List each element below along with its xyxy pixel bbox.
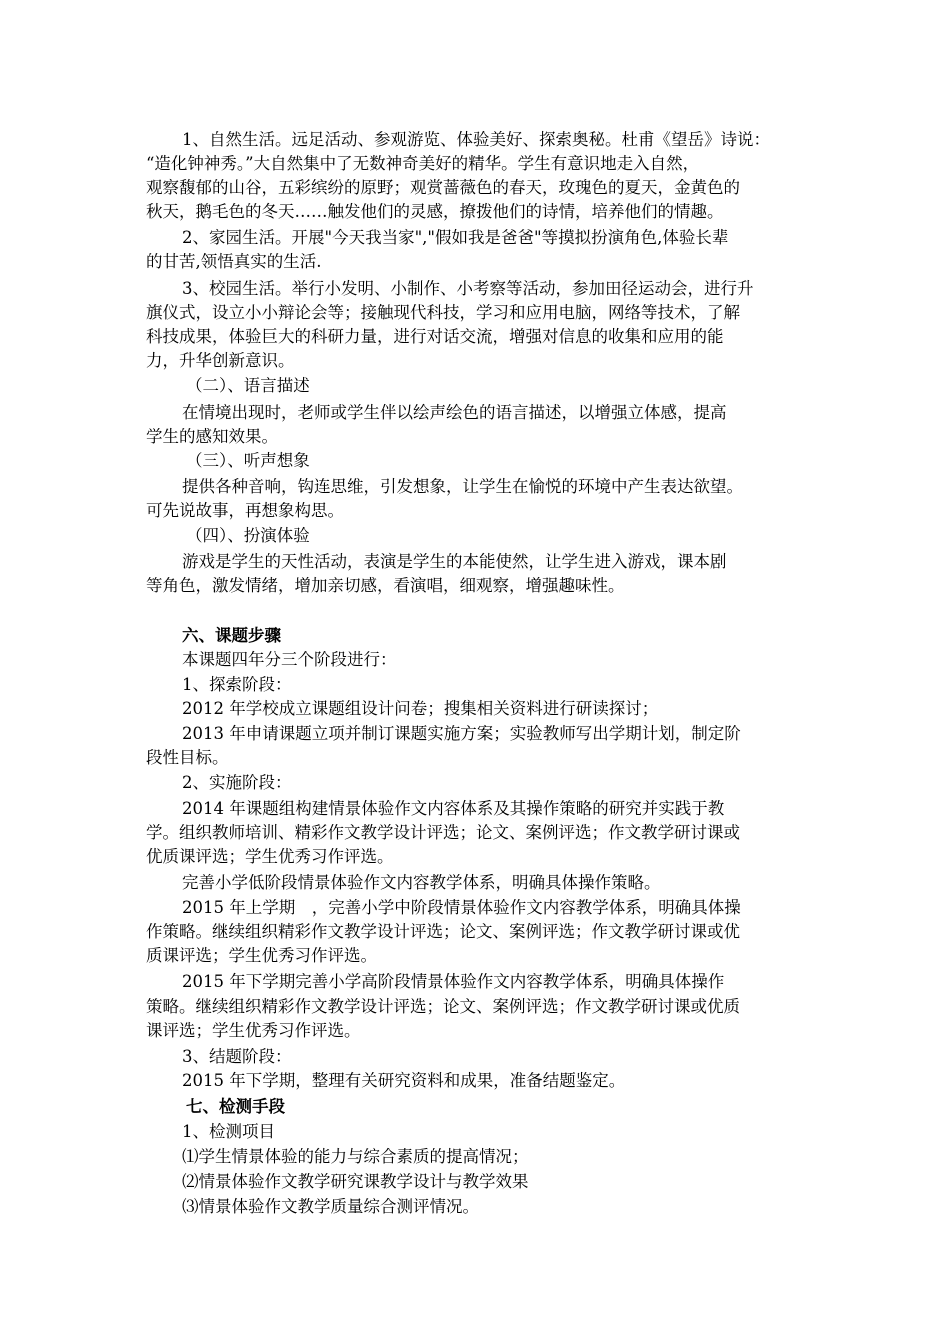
- paragraph-line: 2013 年申请课题立项并制订课题实施方案；实验教师写出学期计划，制定阶: [182, 724, 741, 743]
- paragraph-line: 2015 年下学期，整理有关研究资料和成果，准备结题鉴定。: [182, 1071, 626, 1090]
- paragraph-line: 段性目标。: [146, 748, 229, 767]
- paragraph-line: 科技成果，体验巨大的科研力量，进行对话交流，增强对信息的收集和应用的能: [146, 327, 724, 346]
- paragraph-line: 3、校园生活。举行小发明、小制作、小考察等活动，参加田径运动会，进行升: [182, 279, 754, 298]
- list-item: ⑶情景体验作文教学质量综合测评情况。: [182, 1197, 479, 1216]
- paragraph-line: 在情境出现时，老师或学生伴以绘声绘色的语言描述，以增强立体感，提高: [182, 403, 727, 422]
- paragraph-line: 2014 年课题组构建情景体验作文内容体系及其操作策略的研究并实践于教: [182, 799, 725, 818]
- section-subheading: （三）、听声想象: [186, 451, 310, 470]
- paragraph-line: 优质课评选；学生优秀习作评选。: [146, 847, 394, 866]
- paragraph-line: 观察馥郁的山谷，五彩缤纷的原野；观赏蔷薇色的春天，玫瑰色的夏天，金黄色的: [146, 178, 740, 197]
- section-subheading: （二）、语言描述: [186, 376, 310, 395]
- paragraph-line: 提供各种音响，钩连思维，引发想象，让学生在愉悦的环境中产生表达欲望。: [182, 477, 743, 496]
- section-heading: 六、课题步骤: [182, 626, 281, 645]
- section-subheading: （四）、扮演体验: [186, 526, 310, 545]
- list-item: ⑵情景体验作文教学研究课教学设计与教学效果: [182, 1172, 529, 1191]
- paragraph-line: 学生的感知效果。: [146, 427, 278, 446]
- paragraph-line: 1、检测项目: [182, 1122, 275, 1141]
- paragraph-line: 1、探索阶段：: [182, 675, 292, 694]
- paragraph-line: 2、家园生活。开展"今天我当家","假如我是爸爸"等摸拟扮演角色,体验长辈: [182, 228, 729, 247]
- paragraph-line: 力，升华创新意识。: [146, 351, 295, 370]
- paragraph-line: 的甘苦,领悟真实的生活.: [146, 252, 322, 271]
- paragraph-line: 等角色，激发情绪，增加亲切感，看演唱，细观察，增强趣味性。: [146, 576, 625, 595]
- paragraph-line: 质课评选；学生优秀习作评选。: [146, 946, 377, 965]
- paragraph-line: 2012 年学校成立课题组设计问卷；搜集相关资料进行研读探讨；: [182, 699, 659, 718]
- paragraph-line: 2015 年下学期完善小学高阶段情景体验作文内容教学体系，明确具体操作: [182, 972, 725, 991]
- paragraph-line: 1、自然生活。远足活动、参观游览、体验美好、探索奥秘。杜甫《望岳》诗说：: [182, 130, 770, 149]
- paragraph-line: 2、实施阶段：: [182, 773, 292, 792]
- paragraph-line: 游戏是学生的天性活动，表演是学生的本能使然，让学生进入游戏，课本剧: [182, 552, 727, 571]
- paragraph-line: 可先说故事，再想象构思。: [146, 501, 344, 520]
- paragraph-line: 2015 年上学期 ，完善小学中阶段情景体验作文内容教学体系，明确具体操: [182, 898, 741, 917]
- paragraph-line: 学。组织教师培训、精彩作文教学设计评选；论文、案例评选；作文教学研讨课或: [146, 823, 740, 842]
- paragraph-line: 旗仪式，设立小小辩论会等；接触现代科技，学习和应用电脑，网络等技术，了解: [146, 303, 740, 322]
- paragraph-line: 策略。继续组织精彩作文教学设计评选；论文、案例评选；作文教学研讨课或优质: [146, 997, 740, 1016]
- paragraph-line: 本课题四年分三个阶段进行：: [182, 650, 397, 669]
- paragraph-line: 3、结题阶段：: [182, 1047, 292, 1066]
- paragraph-line: 秋天，鹅毛色的冬天……触发他们的灵感，撩拨他们的诗情，培养他们的情趣。: [146, 202, 724, 221]
- paragraph-line: 完善小学低阶段情景体验作文内容教学体系，明确具体操作策略。: [182, 873, 661, 892]
- section-heading: 七、检测手段: [186, 1097, 285, 1116]
- paragraph-line: 作策略。继续组织精彩作文教学设计评选；论文、案例评选；作文教学研讨课或优: [146, 922, 740, 941]
- paragraph-line: 课评选；学生优秀习作评选。: [146, 1021, 361, 1040]
- paragraph-line: “造化钟神秀。”大自然集中了无数神奇美好的精华。学生有意识地走入自然，: [146, 154, 700, 173]
- list-item: ⑴学生情景体验的能力与综合素质的提高情况；: [182, 1147, 529, 1166]
